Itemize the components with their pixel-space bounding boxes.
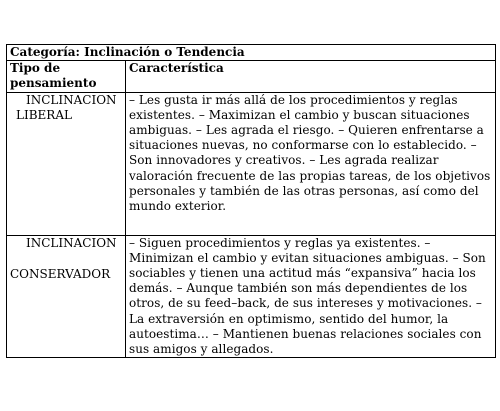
thinking-type-cell	[7, 235, 126, 358]
category-title: Categoría: Inclinación o Tendencia	[7, 45, 496, 61]
header-thinking-type: Tipo de pensamiento	[7, 61, 126, 92]
table-title-row	[7, 45, 496, 61]
thinking-type-line2: CONSERVADOR	[10, 266, 111, 281]
thinking-type-line2: LIBERAL	[16, 107, 72, 122]
category-table	[6, 44, 496, 358]
thinking-type-line1: INCLINACION	[26, 92, 117, 107]
table-row	[7, 92, 496, 235]
thinking-type-cell	[7, 92, 126, 235]
header-characteristic: Característica	[126, 61, 496, 92]
table-header-row	[7, 61, 496, 92]
thinking-type-line1: INCLINACION	[26, 235, 117, 250]
table-row	[7, 235, 496, 358]
characteristic-cell: – Siguen procedimientos y reglas ya existentes. – Minimizan el cambio y evitan situaciones ambiguas. – Son sociables y tienen una actitud más “expansiva” hacia los demás. – Aunque también son más dependientes de los otros, de su feed–back, de sus intereses y motivaciones. – La extraversión en optimismo, sentido del humor, la autoestima… – Mantienen buenas relaciones sociales con sus amigos y allegados.	[126, 235, 496, 358]
characteristic-cell: – Les gusta ir más allá de los procedimientos y reglas existentes. – Maximizan el cambio y buscan situaciones ambiguas. – Les agrada el riesgo. – Quieren enfrentarse a situaciones nuevas, no conformarse con lo establecido. – Son innovadores y creativos. – Les agrada realizar valoración frecuente de las propias tareas, de los objetivos personales y también de las otras personas, así como del mundo exterior.	[126, 92, 496, 235]
